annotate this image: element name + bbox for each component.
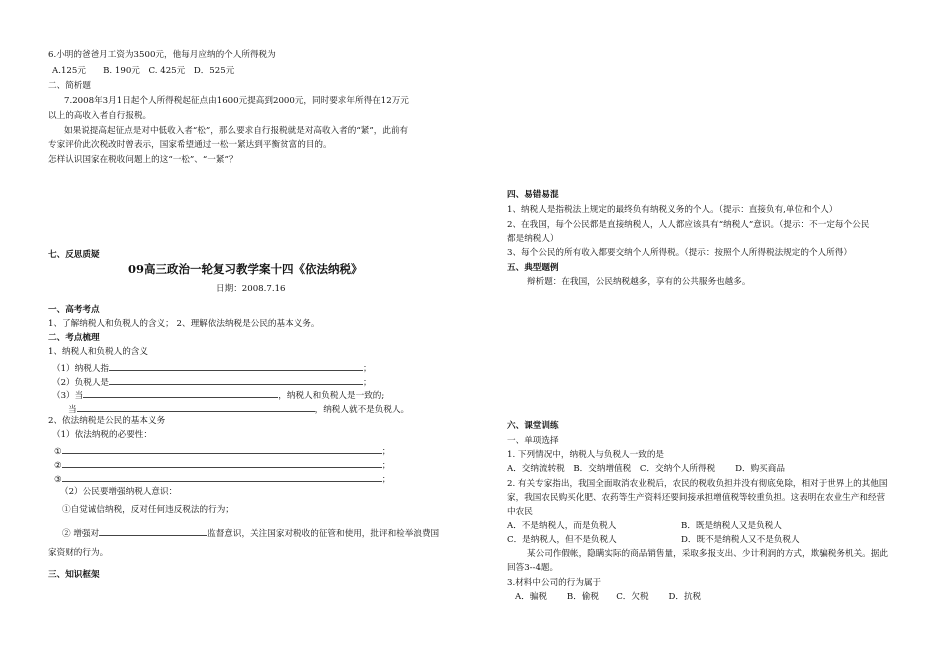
section-1-heading: 一、高考考点 (48, 305, 100, 315)
section-1-text: 1、了解纳税人和负税人的含义； 2、理解依法纳税是公民的基本义务。 (48, 319, 320, 329)
practice-question-3: 3.材料中公司的行为属于 (507, 578, 602, 588)
material-line-2: 回答3--4题。 (507, 563, 559, 573)
necessity-1: ① ； (54, 444, 390, 458)
document-date: 日期：2008.7.16 (216, 284, 286, 294)
blank-line (62, 472, 382, 482)
item-2-heading: 2、依法纳税是公民的基本义务 (48, 416, 166, 426)
question-6-options: A.125元 B. 190元 C. 425元 D．525元 (52, 66, 235, 76)
item-1-heading: 1、纳税人和负税人的含义 (48, 347, 148, 357)
confusion-3: 3、每个公民的所有收入都要交纳个人所得税。（提示：按照个人所得税法规定的个人所得） (507, 248, 852, 258)
practice-question-2-option-b: B．既是纳税人又是负税人 (681, 521, 782, 531)
question-7-line-3: 如果说提高起征点是对中低收入者“松”，那么要求自行报税就是对高收入者的“紧”，此前有 (64, 126, 409, 136)
awareness-1: ①自觉诚信纳税，反对任何违反税法的行为； (62, 505, 234, 515)
awareness-2-continued: 家资财的行为。 (48, 548, 109, 558)
section-4-heading: 四、易错易混 (507, 190, 559, 200)
practice-question-2-option-d: D．既不是纳税人又不是负税人 (681, 535, 800, 545)
practice-question-2-option-c: C．是纳税人，但不是负税人 (507, 535, 617, 545)
question-7-line-2: 以上的高收入者自行报税。 (48, 111, 152, 121)
item-1-2: （2）负税人是 ； (52, 375, 372, 389)
blank-line (62, 444, 382, 454)
confusion-2-line-1: 2、在我国，每个公民都是直接纳税人，人人都应该具有“纳税人”意识。（提示：不一定每个公民 (507, 220, 870, 230)
question-6: 6.小明的爸爸月工资为3500元，他每月应纳的个人所得税为 (48, 50, 276, 60)
item-1-3b: 当 ，纳税人就不是负税人。 (68, 402, 409, 416)
blank-line (77, 402, 315, 412)
item-2-2: （2）公民要增强纳税人意识： (60, 487, 178, 497)
confusion-2-line-2: 都是纳税人） (507, 234, 559, 244)
section-2-heading: 二、简析题 (48, 81, 91, 91)
blank-line (109, 361, 363, 371)
section-3-heading: 三、知识框架 (48, 570, 100, 580)
practice-question-3-options: A．骗税 B．偷税 C．欠税 D．抗税 (515, 592, 702, 602)
item-2-1: （1）依法纳税的必要性： (52, 430, 152, 440)
section-5-heading: 五、典型题例 (507, 263, 559, 273)
practice-question-2-option-a: A．不是纳税人，而是负税人 (507, 521, 617, 531)
blank-line (109, 375, 363, 385)
practice-question-2-line-3: 中农民 (507, 507, 533, 517)
item-1-1: （1）纳税人指 ； (52, 361, 372, 375)
confusion-1: 1、纳税人是指税法上规定的最终负有纳税义务的个人。（提示：直接负有,单位和个人） (507, 205, 838, 215)
example-question: 辩析题：在我国，公民纳税越多，享有的公共服务也越多。 (527, 277, 751, 287)
blank-line (62, 458, 382, 468)
practice-question-1-options: A．交纳流转税 B．交纳增值税 C．交纳个人所得税 D．购买商品 (507, 464, 785, 474)
item-1-3a: （3）当 ，纳税人和负税人是一致的; (52, 388, 384, 402)
section-2-heading: 二、考点梳理 (48, 333, 100, 343)
document-title: 09高三政治一轮复习教学案十四《依法纳税》 (128, 262, 363, 276)
necessity-2: ② ； (54, 458, 390, 472)
single-choice-heading: 一、单项选择 (507, 436, 559, 446)
blank-line (83, 388, 278, 398)
blank-line (99, 526, 207, 536)
section-7-heading: 七、反思质疑 (48, 250, 100, 260)
question-7-line-4: 专家评价此次税改时曾表示，国家希望通过一松一紧达到平衡贫富的目的。 (48, 140, 332, 150)
practice-question-1: 1. 下列情况中，纳税人与负税人一致的是 (507, 450, 665, 460)
awareness-2: ② 增强对 监督意识，关注国家对税收的征管和使用，批评和检举浪费国 (62, 526, 439, 540)
necessity-3: ③ ； (54, 472, 390, 486)
section-6-heading: 六、课堂训练 (507, 421, 559, 431)
question-7-line-1: 7.2008年3月1日起个人所得税起征点由1600元提高到2000元，同时要求年所得在12万元 (64, 96, 409, 106)
question-7-prompt: 怎样认识国家在税收问题上的这“一松”、“一紧”？ (48, 155, 238, 165)
practice-question-2-line-1: 2. 有关专家指出，我国全面取消农业税后，农民的税收负担并没有彻底免除，相对于世界上的其他国 (507, 479, 888, 489)
material-line-1: 某公司作假帐，隐瞒实际的商品销售量，采取多报支出、少计利润的方式，欺骗税务机关。据此 (527, 549, 888, 559)
practice-question-2-line-2: 家，我国农民购买化肥、农药等生产资料还要间接承担增值税等较重负担。这表明在农业生产和经营 (507, 493, 886, 503)
